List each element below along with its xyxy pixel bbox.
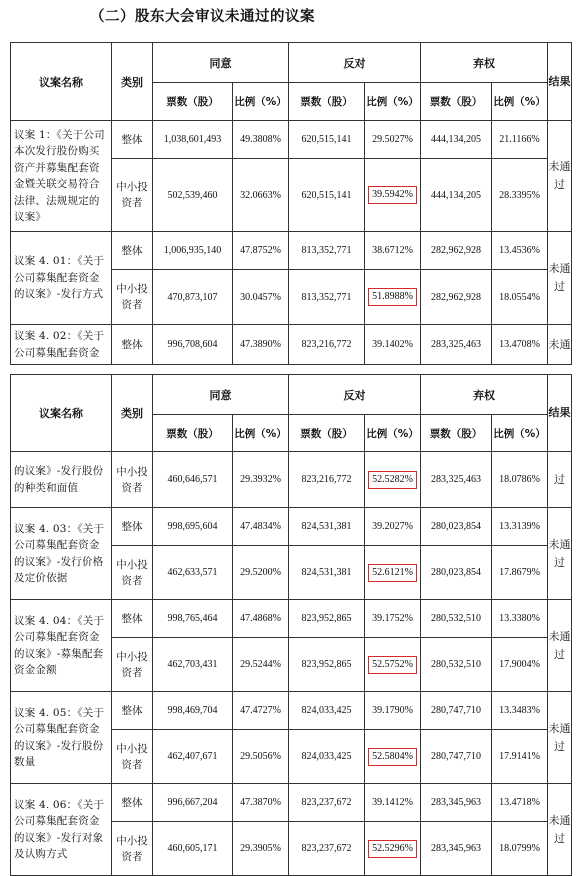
- table-row: [11, 508, 572, 546]
- header-agree: 同意: [153, 375, 289, 415]
- table-row: [11, 452, 572, 508]
- agree-ratio: 47.3890%: [233, 325, 289, 365]
- table-row: [11, 232, 572, 270]
- agree-votes: 462,407,671: [153, 730, 233, 784]
- proposal-name: 议案 1：《关于公司本次发行股份购买资产并募集配套资金暨关联交易符合法律、法规规定的议案》: [11, 121, 112, 232]
- header-against: 反对: [289, 43, 421, 83]
- agree-votes: 462,703,431: [153, 638, 233, 692]
- abstain-votes: 444,134,205: [421, 159, 492, 232]
- abstain-ratio: 17.8679%: [492, 546, 548, 600]
- proposal-name: 议案 4. 02：《关于公司募集配套资金: [11, 325, 112, 365]
- abstain-ratio: 17.9141%: [492, 730, 548, 784]
- category-cell: 整体: [112, 600, 153, 638]
- result-cell: 过: [548, 452, 572, 508]
- header-against: 反对: [289, 375, 421, 415]
- against-ratio: 38.6712%: [365, 232, 421, 270]
- agree-votes: 996,667,204: [153, 784, 233, 822]
- proposal-name: 议案 4. 05：《关于公司募集配套资金的议案》-发行股份数量: [11, 692, 112, 784]
- agree-ratio: 47.4727%: [233, 692, 289, 730]
- category-cell: 中小投资者: [112, 822, 153, 876]
- abstain-ratio: 13.4708%: [492, 325, 548, 365]
- abstain-ratio: 18.0799%: [492, 822, 548, 876]
- result-cell: 未通过: [548, 600, 572, 692]
- agree-ratio: 29.3932%: [233, 452, 289, 508]
- result-cell: 未通过: [548, 692, 572, 784]
- abstain-ratio: 13.4536%: [492, 232, 548, 270]
- highlight-box: 52.6121%: [368, 564, 417, 582]
- header-result: 结果: [548, 375, 572, 452]
- agree-votes: 998,469,704: [153, 692, 233, 730]
- category-cell: 整体: [112, 121, 153, 159]
- agree-votes: 998,765,464: [153, 600, 233, 638]
- header-abstain-votes: 票数（股）: [421, 83, 492, 121]
- abstain-votes: 283,325,463: [421, 452, 492, 508]
- abstain-votes: 280,023,854: [421, 508, 492, 546]
- header-abstain-ratio: 比例（%）: [492, 83, 548, 121]
- table-row: [11, 784, 572, 822]
- table-row: [11, 600, 572, 638]
- against-votes: 813,352,771: [289, 270, 365, 325]
- against-votes: 824,033,425: [289, 730, 365, 784]
- against-votes: 823,952,865: [289, 638, 365, 692]
- category-cell: 中小投资者: [112, 452, 153, 508]
- highlight-box: 51.8988%: [368, 288, 417, 306]
- header-proposal: 议案名称: [11, 375, 112, 452]
- highlight-box: 52.5282%: [368, 471, 417, 489]
- against-votes: 620,515,141: [289, 159, 365, 232]
- header-agree-ratio: 比例（%）: [233, 83, 289, 121]
- abstain-ratio: 21.1166%: [492, 121, 548, 159]
- against-votes: 824,033,425: [289, 692, 365, 730]
- category-cell: 整体: [112, 232, 153, 270]
- against-votes: 823,216,772: [289, 325, 365, 365]
- abstain-ratio: 18.0786%: [492, 452, 548, 508]
- category-cell: 中小投资者: [112, 638, 153, 692]
- proposal-name: 议案 4. 06：《关于公司募集配套资金的议案》-发行对象及认购方式: [11, 784, 112, 876]
- abstain-ratio: 13.3380%: [492, 600, 548, 638]
- abstain-votes: 283,345,963: [421, 784, 492, 822]
- against-ratio-highlighted: [365, 270, 421, 325]
- abstain-ratio: 13.3483%: [492, 692, 548, 730]
- against-ratio-highlighted: [365, 638, 421, 692]
- against-ratio: 39.1790%: [365, 692, 421, 730]
- vote-table-2: [10, 374, 572, 876]
- header-proposal: 议案名称: [11, 43, 112, 121]
- agree-ratio: 32.0663%: [233, 159, 289, 232]
- header-abstain-votes: 票数（股）: [421, 415, 492, 452]
- category-cell: 中小投资者: [112, 546, 153, 600]
- table-row: [11, 692, 572, 730]
- category-cell: 中小投资者: [112, 159, 153, 232]
- against-ratio: 29.5027%: [365, 121, 421, 159]
- category-cell: 整体: [112, 508, 153, 546]
- abstain-ratio: 17.9004%: [492, 638, 548, 692]
- agree-votes: 462,633,571: [153, 546, 233, 600]
- highlight-box: 52.5296%: [368, 840, 417, 858]
- highlight-box: 52.5804%: [368, 748, 417, 766]
- against-votes: 824,531,381: [289, 508, 365, 546]
- against-votes: 823,237,672: [289, 784, 365, 822]
- header-against-ratio: 比例（%）: [365, 83, 421, 121]
- against-ratio-highlighted: [365, 822, 421, 876]
- result-cell: 未通过: [548, 232, 572, 325]
- result-cell: 未通: [548, 325, 572, 365]
- against-votes: 620,515,141: [289, 121, 365, 159]
- agree-votes: 502,539,460: [153, 159, 233, 232]
- abstain-votes: 444,134,205: [421, 121, 492, 159]
- agree-votes: 1,006,935,140: [153, 232, 233, 270]
- agree-votes: 470,873,107: [153, 270, 233, 325]
- abstain-votes: 280,747,710: [421, 730, 492, 784]
- abstain-votes: 283,325,463: [421, 325, 492, 365]
- result-cell: 未通过: [548, 121, 572, 232]
- header-result: 结果: [548, 43, 572, 121]
- agree-ratio: 47.4868%: [233, 600, 289, 638]
- abstain-votes: 282,962,928: [421, 270, 492, 325]
- header-against-ratio: 比例（%）: [365, 415, 421, 452]
- abstain-ratio: 18.0554%: [492, 270, 548, 325]
- agree-ratio: 29.5200%: [233, 546, 289, 600]
- against-votes: 823,237,672: [289, 822, 365, 876]
- proposal-name: 议案 4. 01：《关于公司募集配套资金的议案》-发行方式: [11, 232, 112, 325]
- abstain-ratio: 13.3139%: [492, 508, 548, 546]
- agree-ratio: 29.5056%: [233, 730, 289, 784]
- header-agree-votes: 票数（股）: [153, 415, 233, 452]
- against-votes: 823,952,865: [289, 600, 365, 638]
- header-agree: 同意: [153, 43, 289, 83]
- vote-table-1: [10, 42, 572, 365]
- abstain-ratio: 13.4718%: [492, 784, 548, 822]
- agree-ratio: 29.5244%: [233, 638, 289, 692]
- highlight-box: 39.5942%: [368, 186, 417, 204]
- header-category: 类别: [112, 43, 153, 121]
- proposal-name: 议案 4. 03：《关于公司募集配套资金的议案》-发行价格及定价依据: [11, 508, 112, 600]
- agree-votes: 1,038,601,493: [153, 121, 233, 159]
- agree-ratio: 47.3870%: [233, 784, 289, 822]
- agree-ratio: 47.8752%: [233, 232, 289, 270]
- agree-ratio: 49.3808%: [233, 121, 289, 159]
- header-category: 类别: [112, 375, 153, 452]
- agree-votes: 460,605,171: [153, 822, 233, 876]
- agree-votes: 998,695,604: [153, 508, 233, 546]
- highlight-box: 52.5752%: [368, 656, 417, 674]
- result-cell: 未通过: [548, 784, 572, 876]
- against-ratio: 39.1412%: [365, 784, 421, 822]
- header-agree-votes: 票数（股）: [153, 83, 233, 121]
- against-votes: 813,352,771: [289, 232, 365, 270]
- against-ratio-highlighted: [365, 730, 421, 784]
- section-title: （二）股东大会审议未通过的议案: [90, 9, 315, 25]
- header-abstain: 弃权: [421, 375, 548, 415]
- result-cell: 未通过: [548, 508, 572, 600]
- abstain-votes: 280,532,510: [421, 638, 492, 692]
- abstain-votes: 283,345,963: [421, 822, 492, 876]
- against-votes: 824,531,381: [289, 546, 365, 600]
- header-against-votes: 票数（股）: [289, 415, 365, 452]
- header-agree-ratio: 比例（%）: [233, 415, 289, 452]
- header-abstain: 弃权: [421, 43, 548, 83]
- against-ratio: 39.2027%: [365, 508, 421, 546]
- agree-ratio: 30.0457%: [233, 270, 289, 325]
- abstain-votes: 280,747,710: [421, 692, 492, 730]
- category-cell: 整体: [112, 692, 153, 730]
- category-cell: 中小投资者: [112, 730, 153, 784]
- against-ratio-highlighted: [365, 546, 421, 600]
- abstain-votes: 282,962,928: [421, 232, 492, 270]
- table-header-row: [11, 43, 572, 83]
- agree-votes: 996,708,604: [153, 325, 233, 365]
- against-ratio-highlighted: [365, 159, 421, 232]
- proposal-name: 议案 4. 04：《关于公司募集配套资金的议案》-募集配套资金金额: [11, 600, 112, 692]
- against-votes: 823,216,772: [289, 452, 365, 508]
- table-row: [11, 121, 572, 159]
- header-abstain-ratio: 比例（%）: [492, 415, 548, 452]
- agree-ratio: 47.4834%: [233, 508, 289, 546]
- proposal-name: 的议案》-发行股份的种类和面值: [11, 452, 112, 508]
- table-header-row: [11, 375, 572, 415]
- category-cell: 整体: [112, 784, 153, 822]
- against-ratio: 39.1752%: [365, 600, 421, 638]
- table-row: [11, 325, 572, 365]
- abstain-ratio: 28.3395%: [492, 159, 548, 232]
- abstain-votes: 280,023,854: [421, 546, 492, 600]
- against-ratio: 39.1402%: [365, 325, 421, 365]
- agree-ratio: 29.3905%: [233, 822, 289, 876]
- abstain-votes: 280,532,510: [421, 600, 492, 638]
- agree-votes: 460,646,571: [153, 452, 233, 508]
- category-cell: 整体: [112, 325, 153, 365]
- against-ratio-highlighted: [365, 452, 421, 508]
- header-against-votes: 票数（股）: [289, 83, 365, 121]
- category-cell: 中小投资者: [112, 270, 153, 325]
